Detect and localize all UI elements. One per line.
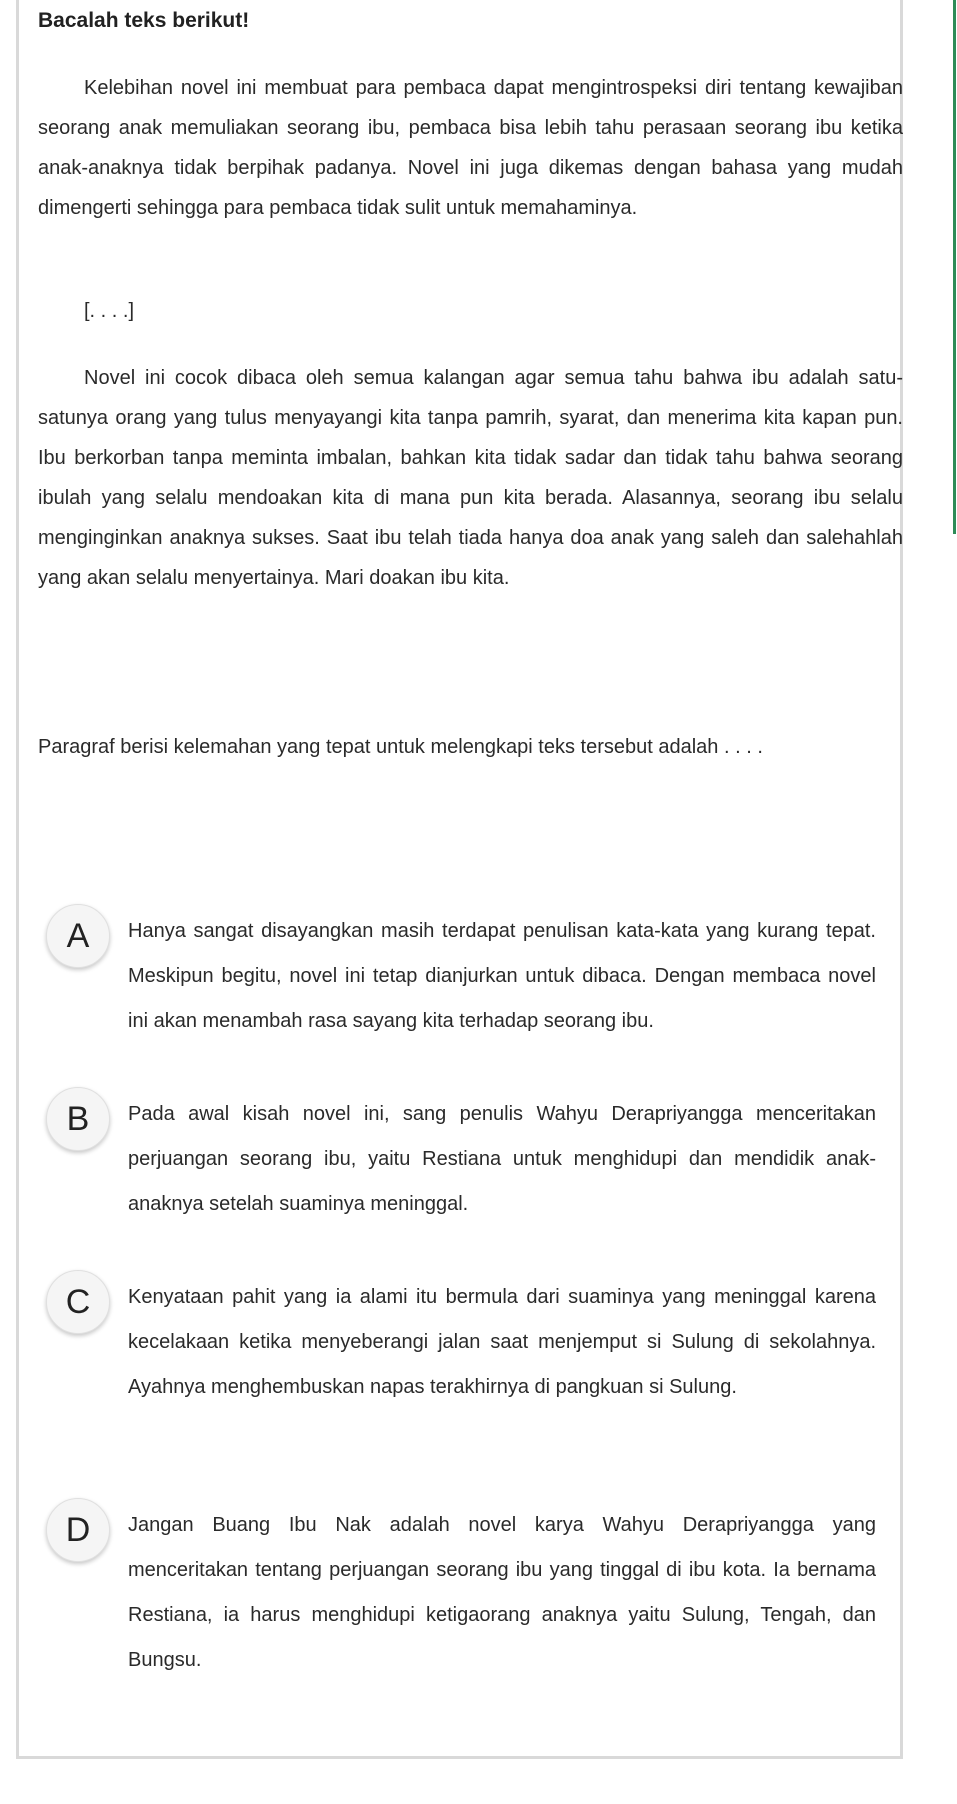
option-text[interactable]: Jangan Buang Ibu Nak adalah novel karya Wahyu Derapriyangga yang menceritakan tentang perjuangan seorang ibu yang tinggal di ibu kota. Ia bernama Restiana, ia harus menghidupi ketigaorang anaknya yaitu Sulung, Tengah, dan Bungsu.: [128, 1514, 876, 1671]
instruction-heading: Bacalah teks berikut!: [38, 9, 250, 32]
question-card: [16, 0, 903, 1759]
option-text[interactable]: Pada awal kisah novel ini, sang penulis Wahyu Derapriyangga menceritakan perjuangan seorang ibu, yaitu Restiana untuk menghidupi dan mendidik anak-anaknya setelah suaminya meninggal.: [128, 1103, 876, 1215]
question-prompt: Paragraf berisi kelemahan yang tepat untuk melengkapi teks tersebut adalah . . . .: [38, 736, 763, 758]
scroll-indicator[interactable]: [953, 0, 956, 534]
passage-paragraph-2: Novel ini cocok dibaca oleh semua kalangan agar semua tahu bahwa ibu adalah satu-satunya orang yang tulus menyayangi kita tanpa pamrih, syarat, dan menerima kita kapan pun. Ibu berkorban tanpa meminta imbalan, bahkan kita tidak sadar dan tidak tahu bahwa seorang ibulah yang selalu mendoakan kita di mana pun kita berada. Alasannya, seorang ibu selalu menginginkan anaknya sukses. Saat ibu telah tiada hanya doa anak yang saleh dan salehahlah yang akan selalu menyertainya. Mari doakan ibu kita.: [38, 367, 903, 589]
passage-ellipsis: [. . . .]: [84, 300, 135, 322]
option-letter-badge[interactable]: D: [46, 1498, 110, 1562]
option-text[interactable]: Kenyataan pahit yang ia alami itu bermula dari suaminya yang meninggal karena kecelakaan ketika menyeberangi jalan saat menjemput si Sulung di sekolahnya. Ayahnya menghembuskan napas terakhirnya di pangkuan si Sulung.: [128, 1286, 876, 1398]
option-letter-badge[interactable]: A: [46, 904, 110, 968]
option-text[interactable]: Hanya sangat disayangkan masih terdapat penulisan kata-kata yang kurang tepat. Meskipun begitu, novel ini tetap dianjurkan untuk dibaca. Dengan membaca novel ini akan menambah rasa sayang kita terhadap seorang ibu.: [128, 920, 876, 1032]
option-letter-badge[interactable]: C: [46, 1270, 110, 1334]
option-letter-badge[interactable]: B: [46, 1087, 110, 1151]
passage-paragraph-1: Kelebihan novel ini membuat para pembaca dapat mengintrospeksi diri tentang kewajiban seorang anak memuliakan seorang ibu, pembaca bisa lebih tahu perasaan seorang ibu ketika anak-anaknya tidak berpihak padanya. Novel ini juga dikemas dengan bahasa yang mudah dimengerti sehingga para pembaca tidak sulit untuk memahaminya.: [38, 77, 903, 219]
